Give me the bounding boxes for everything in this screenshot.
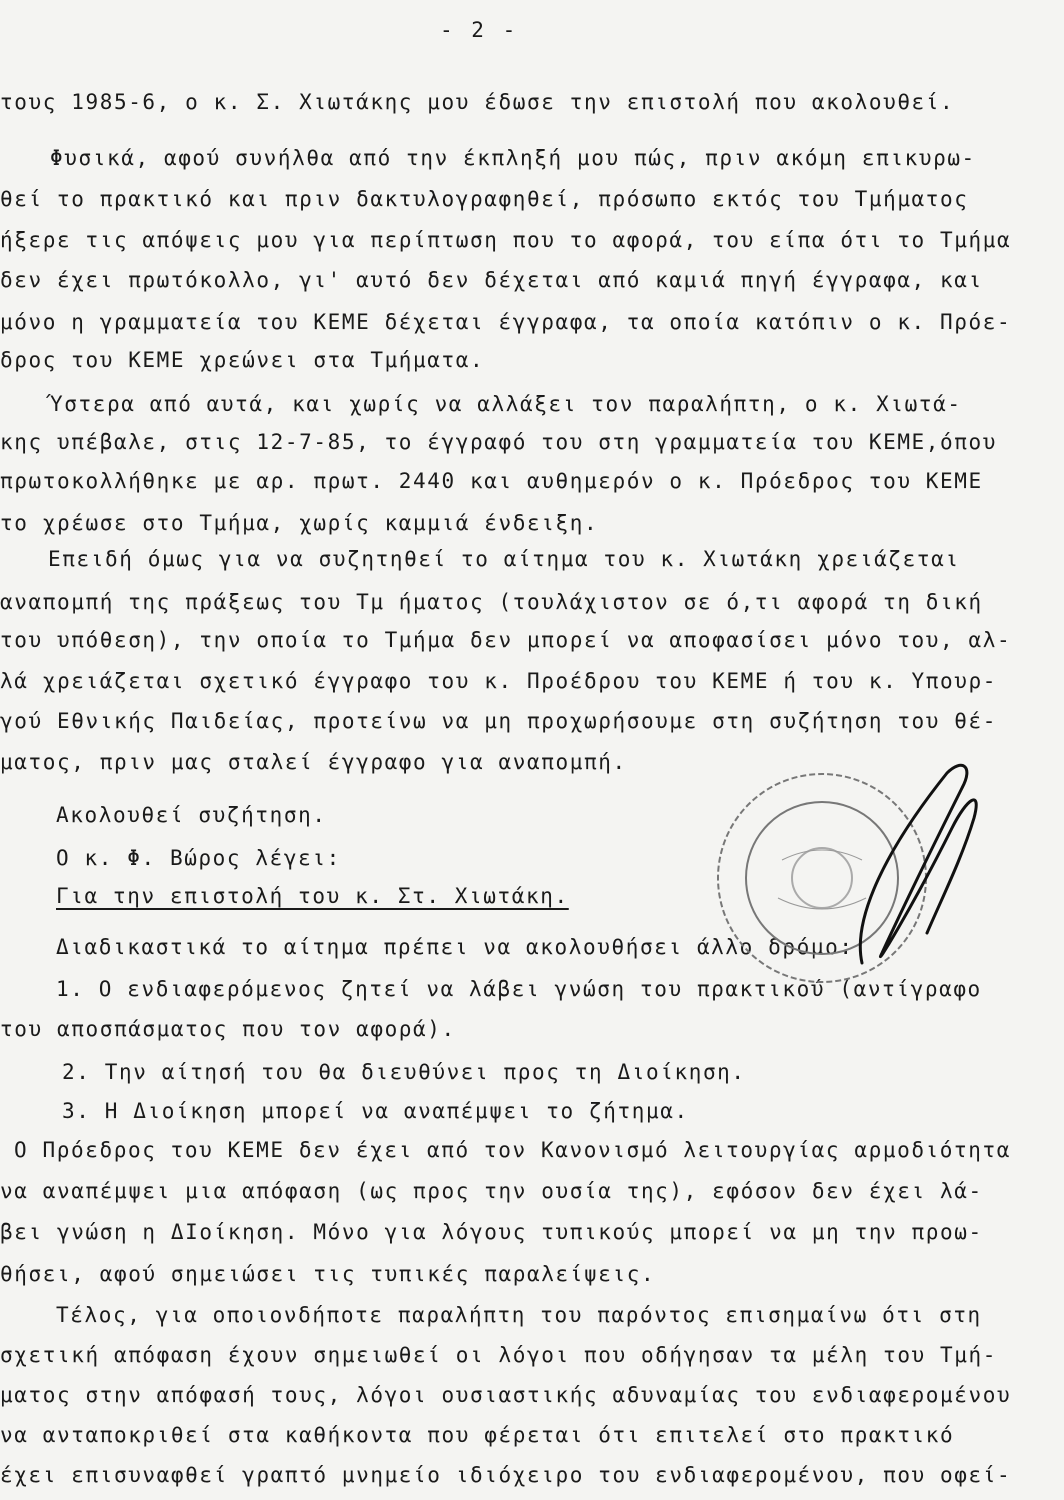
list-item: 2. Την αίτησή του θα διευθύνει προς τη Διοίκηση. (62, 1060, 746, 1084)
page-number: - 2 - (440, 18, 519, 42)
text-line: δρος του ΚΕΜΕ χρεώνει στα Τμήματα. (0, 348, 485, 372)
list-item: 1. Ο ενδιαφερόμενος ζητεί να λάβει γνώση του πρακτικού (αντίγραφο (56, 977, 982, 1001)
text-line: να αναπέμψει μια απόφαση (ως προς την ουσία της), εφόσον δεν έχει λά- (0, 1179, 983, 1203)
text-line: θεί το πρακτικό και πριν δακτυλογραφηθεί, πρόσωπο εκτός του Τμήματος (0, 187, 969, 211)
text-line: βει γνώση η ΔΙοίκηση. Μόνο για λόγους τυπικούς μπορεί να μη την προω- (0, 1220, 983, 1244)
text-line: Επειδή όμως για να συζητηθεί το αίτημα του κ. Χιωτάκη χρειάζεται (48, 547, 960, 571)
text-line: θήσει, αφού σημειώσει τις τυπικές παραλείψεις. (0, 1262, 656, 1286)
text-line: Διαδικαστικά το αίτημα πρέπει να ακολουθήσει άλλο δρόμο: (56, 935, 854, 959)
text-line: Φυσικά, αφού συνήλθα από την έκπληξή μου πώς, πριν ακόμη επικυρω- (50, 146, 976, 170)
official-stamp-and-signature (712, 748, 1042, 998)
text-line: Τέλος, για οποιονδήποτε παραλήπτη του παρόντος επισημαίνω ότι στη (56, 1303, 982, 1327)
text-line: το χρέωσε στο Τμήμα, χωρίς καμμιά ένδειξη. (0, 511, 599, 535)
text-line: του υπόθεση), την οποία το Τμήμα δεν μπορεί να αποφασίσει μόνο του, αλ- (0, 628, 1012, 652)
text-line: πρωτοκολλήθηκε με αρ. πρωτ. 2440 και αυθημερόν ο κ. Πρόεδρος του ΚΕΜΕ (0, 469, 983, 493)
list-item: 3. Η Διοίκηση μπορεί να αναπέμψει το ζήτημα. (62, 1099, 689, 1123)
section-heading: Για την επιστολή του κ. Στ. Χιωτάκη. (56, 884, 569, 908)
text-line: να ανταποκριθεί στα καθήκοντα που φέρεται ότι επιτελεί στο πρακτικό (0, 1423, 955, 1447)
text-line: τους 1985-6, ο κ. Σ. Χιωτάκης μου έδωσε την επιστολή που ακολουθεί. (0, 90, 955, 114)
text-line: λά χρειάζεται σχετικό έγγραφο του κ. Προέδρου του ΚΕΜΕ ή του κ. Υπουρ- (0, 669, 998, 693)
text-line: ματος στην απόφασή τους, λόγοι ουσιαστικής αδυναμίας του ενδιαφερομένου (0, 1383, 1012, 1407)
text-line: ματος, πριν μας σταλεί έγγραφο για αναπομπή. (0, 750, 627, 774)
text-line: ήξερε τις απόψεις μου για περίπτωση που το αφορά, του είπα ότι το Τμήμα (0, 228, 1012, 252)
text-line: σχετική απόφαση έχουν σημειωθεί οι λόγοι που οδήγησαν τα μέλη του Τμή- (0, 1343, 998, 1367)
text-line: Ο κ. Φ. Βώρος λέγει: (56, 846, 341, 870)
text-line: Ακολουθεί συζήτηση. (56, 803, 327, 827)
text-line: μόνο η γραμματεία του ΚΕΜΕ δέχεται έγγραφα, τα οποία κατόπιν ο κ. Πρόε- (0, 310, 1012, 334)
text-line: έχει επισυναφθεί γραπτό μνημείο ιδιόχειρο του ενδιαφερομένου, που οφεί- (0, 1463, 1012, 1487)
text-line: αναπομπή της πράξεως του Τμ ήματος (τουλάχιστον σε ό,τι αφορά τη δική (0, 590, 983, 614)
text-line: κης υπέβαλε, στις 12-7-85, το έγγραφό του στη γραμματεία του ΚΕΜΕ,όπου (0, 430, 998, 454)
text-line: του αποσπάσματος που τον αφορά). (0, 1017, 456, 1041)
text-line: δεν έχει πρωτόκολλο, γι' αυτό δεν δέχεται από καμιά πηγή έγγραφα, και (0, 268, 983, 292)
text-line: Ο Πρόεδρος του ΚΕΜΕ δεν έχει από τον Κανονισμό λειτουργίας αρμοδιότητα (14, 1138, 1012, 1162)
text-line: Ύστερα από αυτά, και χωρίς να αλλάξει τον παραλήπτη, ο κ. Χιωτά- (50, 392, 962, 416)
text-line: γού Εθνικής Παιδείας, προτείνω να μη προχωρήσουμε στη συζήτηση του θέ- (0, 709, 998, 733)
signature (860, 765, 976, 963)
